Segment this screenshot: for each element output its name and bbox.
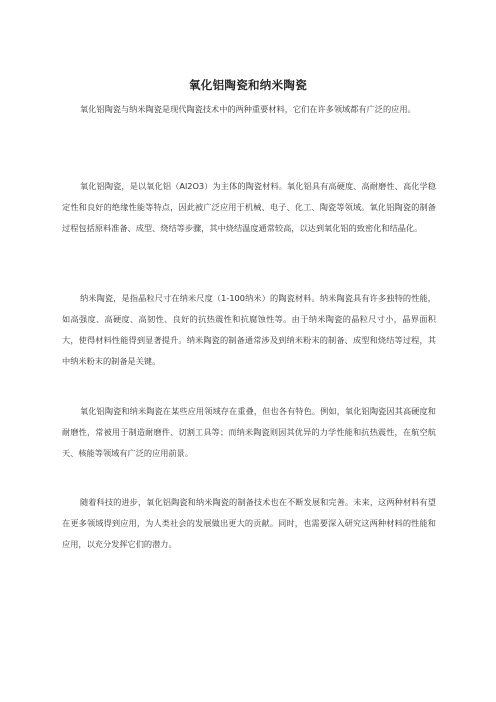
paragraph-comparison: 氧化铝陶瓷和纳米陶瓷在某些应用领域存在重叠，但也各有特色。例如，氧化铝陶瓷因其高硬度和耐磨性，常被用于制造耐磨件、切割工具等；而纳米陶瓷则因其优异的力学性能和抗热震性，在航空航天、核能等领域有广泛的应用前景。	[62, 406, 436, 458]
paragraph-nano-ceramics: 纳米陶瓷，是指晶粒尺寸在纳米尺度（1-100纳米）的陶瓷材料。纳米陶瓷具有许多独特的性能，如高强度、高硬度、高韧性、良好的抗热震性和抗腐蚀性等。由于纳米陶瓷的晶粒尺寸小，晶界面积大，使得材料性能得到显著提升。纳米陶瓷的制备通常涉及到纳米粉末的制备、成型和烧结等过程，其中纳米粉末的制备是关键。	[62, 293, 436, 366]
document-title: 氧化铝陶瓷和纳米陶瓷	[189, 78, 307, 92]
paragraph-intro: 氧化铝陶瓷与纳米陶瓷是现代陶瓷技术中的两种重要材料，它们在许多领域都有广泛的应用。	[80, 104, 416, 114]
paragraph-alumina-ceramics: 氧化铝陶瓷，是以氧化铝（Al2O3）为主体的陶瓷材料。氧化铝具有高硬度、高耐磨性、高化学稳定性和良好的绝缘性能等特点，因此被广泛应用于机械、电子、化工、陶瓷等领域。氧化铝陶瓷的制备过程包括原料准备、成型、烧结等步骤，其中烧结温度通常较高，以达到氧化铝的致密化和结晶化。	[62, 181, 436, 233]
paragraph-outlook: 随着科技的进步，氧化铝陶瓷和纳米陶瓷的制备技术也在不断发展和完善。未来，这两种材料有望在更多领域得到应用，为人类社会的发展做出更大的贡献。同时，也需要深入研究这两种材料的性能和应用，以充分发挥它们的潜力。	[62, 497, 436, 549]
